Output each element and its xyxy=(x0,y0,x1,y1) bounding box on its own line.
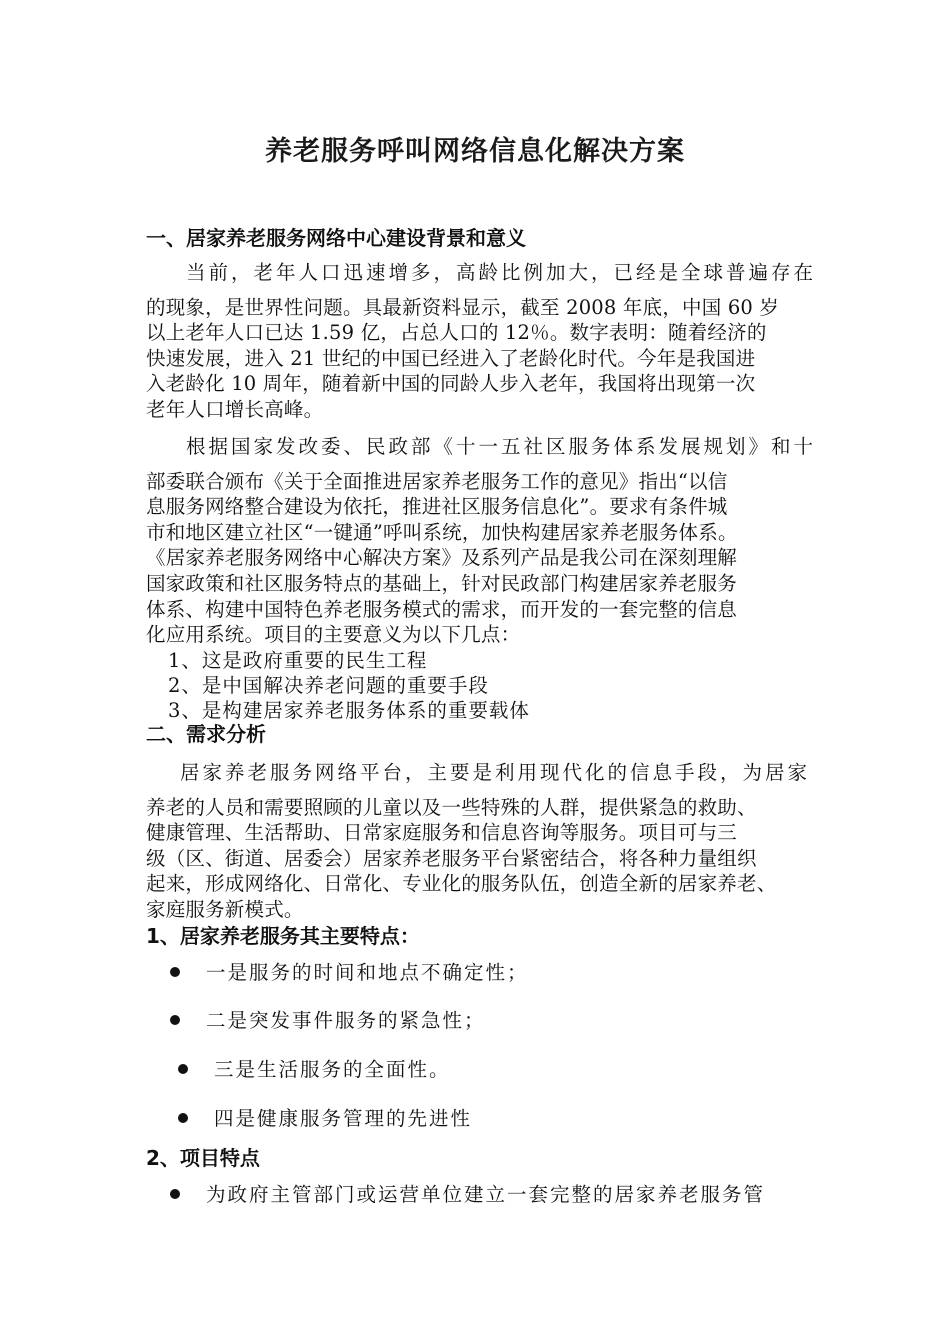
paragraph-line: 的现象，是世界性问题。具最新资料显示，截至 2008 年底，中国 60 岁 xyxy=(146,295,780,319)
paragraph-line: 化应用系统。项目的主要意义为以下几点： xyxy=(146,623,521,647)
bullet-text: 为政府主管部门或运营单位建立一套完整的居家养老服务管 xyxy=(206,1183,766,1206)
paragraph-line: 体系、构建中国特色养老服务模式的需求，而开发的一套完整的信息 xyxy=(146,597,738,621)
paragraph-line: 级（区、街道、居委会）居家养老服务平台紧密结合，将各种力量组织 xyxy=(146,846,757,870)
paragraph-line: 入老龄化 10 周年，随着新中国的同龄人步入老年，我国将出现第一次 xyxy=(146,372,756,396)
section-2-heading: 二、需求分析 xyxy=(146,722,266,746)
paragraph-line: 居家养老服务网络平台，主要是利用现代化的信息手段，为居家 xyxy=(180,761,811,784)
bullet-text: 三是生活服务的全面性。 xyxy=(214,1058,451,1081)
bullet-dot-icon xyxy=(178,1064,188,1074)
paragraph-line: 以上老年人口已达 1.59 亿，占总人口的 12％。数字表明：随着经济的 xyxy=(146,321,767,345)
paragraph-line: 根据国家发改委、民政部《十一五社区服务体系发展规划》和十 xyxy=(186,435,817,458)
bullet-dot-icon xyxy=(170,1189,180,1199)
paragraph-line: 起来，形成网络化、日常化、专业化的服务队伍，创造全新的居家养老、 xyxy=(146,872,777,896)
point-item: 1、这是政府重要的民生工程 xyxy=(168,649,428,672)
bullet-dot-icon xyxy=(178,1113,188,1123)
feature-bullet xyxy=(178,1057,451,1083)
feature-bullet xyxy=(178,1106,472,1132)
section-2-paragraph xyxy=(146,760,816,923)
paragraph-line: 《居家养老服务网络中心解决方案》及系列产品是我公司在深刻理解 xyxy=(146,546,738,570)
paragraph-line: 市和地区建立社区“一键通”呼叫系统，加快构建居家养老服务体系。 xyxy=(146,520,738,544)
feature-bullet xyxy=(170,1008,486,1034)
paragraph-line: 快速发展，进入 21 世纪的中国已经进入了老龄化时代。今年是我国进 xyxy=(146,346,756,370)
feature-bullet xyxy=(170,960,529,986)
section-1-heading: 一、居家养老服务网络中心建设背景和意义 xyxy=(146,226,526,250)
bullet-dot-icon xyxy=(170,1015,180,1025)
feature-bullet xyxy=(170,1182,765,1208)
subsection-1-heading: 1、居家养老服务其主要特点： xyxy=(146,924,420,948)
paragraph-line: 养老的人员和需要照顾的儿童以及一些特殊的人群，提供紧急的救助、 xyxy=(146,795,757,819)
point-item: 3、是构建居家养老服务体系的重要载体 xyxy=(168,699,530,722)
subsection-2-heading: 2、项目特点 xyxy=(146,1146,260,1170)
paragraph-line: 家庭服务新模式。 xyxy=(146,897,304,921)
bullet-text: 二是突发事件服务的紧急性； xyxy=(206,1009,486,1032)
bullet-text: 一是服务的时间和地点不确定性； xyxy=(206,961,529,984)
paragraph-line: 当前，老年人口迅速增多，高龄比例加大，已经是全球普遍存在 xyxy=(186,261,817,284)
section-1-paragraph-2 xyxy=(146,434,816,648)
paragraph-line: 部委联合颁布《关于全面推进居家养老服务工作的意见》指出“以信 xyxy=(146,469,728,493)
paragraph-line: 国家政策和社区服务特点的基础上，针对民政部门构建居家养老服务 xyxy=(146,571,738,595)
bullet-text: 四是健康服务管理的先进性 xyxy=(214,1107,473,1130)
document-title: 养老服务呼叫网络信息化解决方案 xyxy=(265,136,685,167)
section-1-paragraph-1 xyxy=(146,260,816,423)
point-item: 2、是中国解决养老问题的重要手段 xyxy=(168,674,489,697)
paragraph-line: 息服务网络整合建设为依托，推进社区服务信息化”。要求有条件城 xyxy=(146,495,728,519)
paragraph-line: 健康管理、生活帮助、日常家庭服务和信息咨询等服务。项目可与三 xyxy=(146,821,738,845)
paragraph-line: 老年人口增长高峰。 xyxy=(146,397,324,421)
bullet-dot-icon xyxy=(170,967,180,977)
